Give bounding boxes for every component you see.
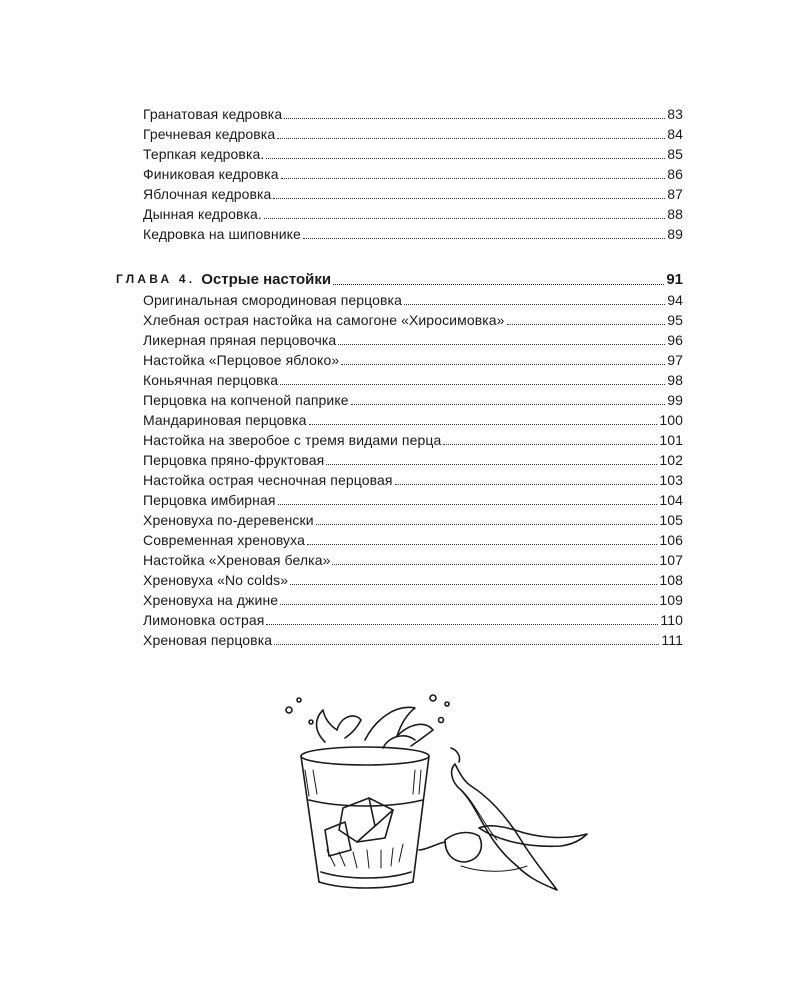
toc-entry-page: 83 bbox=[667, 106, 683, 122]
toc-entry-page: 88 bbox=[667, 206, 683, 222]
leader-dots bbox=[264, 218, 665, 219]
leader-dots bbox=[307, 544, 657, 545]
toc-entry-page: 108 bbox=[659, 572, 683, 588]
leader-dots bbox=[284, 118, 665, 119]
toc-entry-page: 99 bbox=[667, 392, 683, 408]
leader-dots bbox=[290, 584, 657, 585]
toc-entry-page: 89 bbox=[667, 226, 683, 242]
toc-entry-title: Гречневая кедровка bbox=[143, 126, 276, 142]
chapter-label: ГЛАВА 4. bbox=[116, 272, 196, 286]
toc-entry-page: 106 bbox=[659, 532, 683, 548]
toc-entry-page: 103 bbox=[659, 472, 683, 488]
toc-entry-title: Современная хреновуха bbox=[143, 532, 305, 548]
toc-entry[interactable] bbox=[143, 330, 683, 350]
toc-entry-title: Перцовка имбирная bbox=[143, 492, 276, 508]
leader-dots bbox=[273, 198, 665, 199]
toc-entry-title: Настойка на зверобое с тремя видами перца bbox=[143, 432, 442, 448]
toc-entry-page: 84 bbox=[667, 126, 683, 142]
leader-dots bbox=[266, 624, 658, 625]
toc-entry-page: 101 bbox=[659, 432, 683, 448]
toc-entry-title: Ликерная пряная перцовочка bbox=[143, 332, 337, 348]
toc-entry[interactable] bbox=[143, 470, 683, 490]
toc-entry[interactable] bbox=[143, 290, 683, 310]
toc-entry-title: Хреновая перцовка bbox=[143, 632, 273, 648]
leader-dots bbox=[266, 158, 665, 159]
toc-entry[interactable] bbox=[143, 184, 683, 204]
toc-entry-title: Терпкая кедровка. bbox=[143, 146, 265, 162]
toc-entry[interactable] bbox=[143, 164, 683, 184]
toc-entry-page: 85 bbox=[667, 146, 683, 162]
toc-entry-page: 107 bbox=[659, 552, 683, 568]
toc-entry[interactable] bbox=[143, 570, 683, 590]
toc-entry-title: Кедровка на шиповнике bbox=[143, 226, 301, 242]
leader-dots bbox=[333, 284, 664, 285]
chapter-page: 91 bbox=[666, 271, 683, 288]
toc-entry[interactable] bbox=[143, 590, 683, 610]
toc-entry[interactable] bbox=[143, 310, 683, 330]
leader-dots bbox=[277, 138, 665, 139]
toc-entry-page: 111 bbox=[661, 632, 683, 648]
toc-entry[interactable] bbox=[143, 490, 683, 510]
toc-entry-title: Настойка «Перцовое яблоко» bbox=[143, 352, 340, 368]
toc-entry-page: 98 bbox=[667, 372, 683, 388]
toc-entry[interactable] bbox=[143, 350, 683, 370]
toc-entry[interactable] bbox=[143, 390, 683, 410]
toc-entry-title: Мандариновая перцовка bbox=[143, 412, 307, 428]
toc-entry-title: Яблочная кедровка bbox=[143, 186, 272, 202]
leader-dots bbox=[507, 324, 666, 325]
toc-entry-title: Дынная кедровка. bbox=[143, 206, 262, 222]
glass-and-peppers-illustration bbox=[265, 690, 595, 905]
toc-entry-title: Хлебная острая настойка на самогоне «Хиросимовка» bbox=[143, 312, 505, 328]
toc-entry-title: Хреновуха на джине bbox=[143, 592, 279, 608]
toc-entry-page: 86 bbox=[667, 166, 683, 182]
leader-dots bbox=[341, 364, 665, 365]
leader-dots bbox=[309, 424, 658, 425]
leader-dots bbox=[274, 644, 659, 645]
toc-entry[interactable] bbox=[143, 410, 683, 430]
toc-entry-page: 102 bbox=[659, 452, 683, 468]
toc-entry-title: Настойка «Хреновая белка» bbox=[143, 552, 331, 568]
toc-entry-page: 109 bbox=[659, 592, 683, 608]
toc-entry-page: 96 bbox=[667, 332, 683, 348]
leader-dots bbox=[316, 524, 658, 525]
toc-entry[interactable] bbox=[143, 610, 683, 630]
toc-entry-title: Лимоновка острая bbox=[143, 612, 265, 628]
toc-entry[interactable] bbox=[143, 530, 683, 550]
toc-entry-page: 110 bbox=[660, 612, 683, 628]
leader-dots bbox=[351, 404, 666, 405]
leader-dots bbox=[326, 464, 657, 465]
leader-dots bbox=[280, 384, 665, 385]
toc-entry[interactable] bbox=[143, 104, 683, 124]
leader-dots bbox=[404, 304, 665, 305]
toc-entry[interactable] bbox=[143, 630, 683, 650]
toc-entry[interactable] bbox=[143, 370, 683, 390]
toc-entry-title: Настойка острая чесночная перцовая bbox=[143, 472, 393, 488]
toc-entry[interactable] bbox=[143, 144, 683, 164]
toc-entry-page: 95 bbox=[667, 312, 683, 328]
toc-entry-title: Гранатовая кедровка bbox=[143, 106, 283, 122]
toc-entry-page: 100 bbox=[659, 412, 683, 428]
leader-dots bbox=[280, 604, 657, 605]
toc-entry-page: 97 bbox=[667, 352, 683, 368]
toc-entry[interactable] bbox=[143, 430, 683, 450]
toc-entry[interactable] bbox=[143, 124, 683, 144]
toc-entry-title: Коньячная перцовка bbox=[143, 372, 279, 388]
toc-entry-title: Хреновуха по-деревенски bbox=[143, 512, 314, 528]
leader-dots bbox=[281, 178, 666, 179]
toc-entry-page: 94 bbox=[667, 292, 683, 308]
toc-entry-title: Хреновуха «No colds» bbox=[143, 572, 289, 588]
toc-entry[interactable] bbox=[143, 550, 683, 570]
chapter-heading[interactable] bbox=[116, 267, 683, 291]
leader-dots bbox=[395, 484, 658, 485]
toc-entry[interactable] bbox=[143, 204, 683, 224]
leader-dots bbox=[303, 238, 665, 239]
leader-dots bbox=[278, 504, 658, 505]
toc-entry-title: Оригинальная смородиновая перцовка bbox=[143, 292, 402, 308]
leader-dots bbox=[332, 564, 657, 565]
toc-entry-title: Перцовка пряно-фруктовая bbox=[143, 452, 325, 468]
toc-entry-title: Перцовка на копченой паприке bbox=[143, 392, 349, 408]
toc-entry-page: 105 bbox=[659, 512, 683, 528]
toc-entry[interactable] bbox=[143, 450, 683, 470]
leader-dots bbox=[443, 444, 657, 445]
toc-entry[interactable] bbox=[143, 510, 683, 530]
toc-entry[interactable] bbox=[143, 224, 683, 244]
chapter-title: Острые настойки bbox=[201, 271, 332, 288]
leader-dots bbox=[338, 344, 665, 345]
toc-entry-page: 104 bbox=[659, 492, 683, 508]
toc-entry-page: 87 bbox=[667, 186, 683, 202]
toc-entry-title: Финиковая кедровка bbox=[143, 166, 279, 182]
